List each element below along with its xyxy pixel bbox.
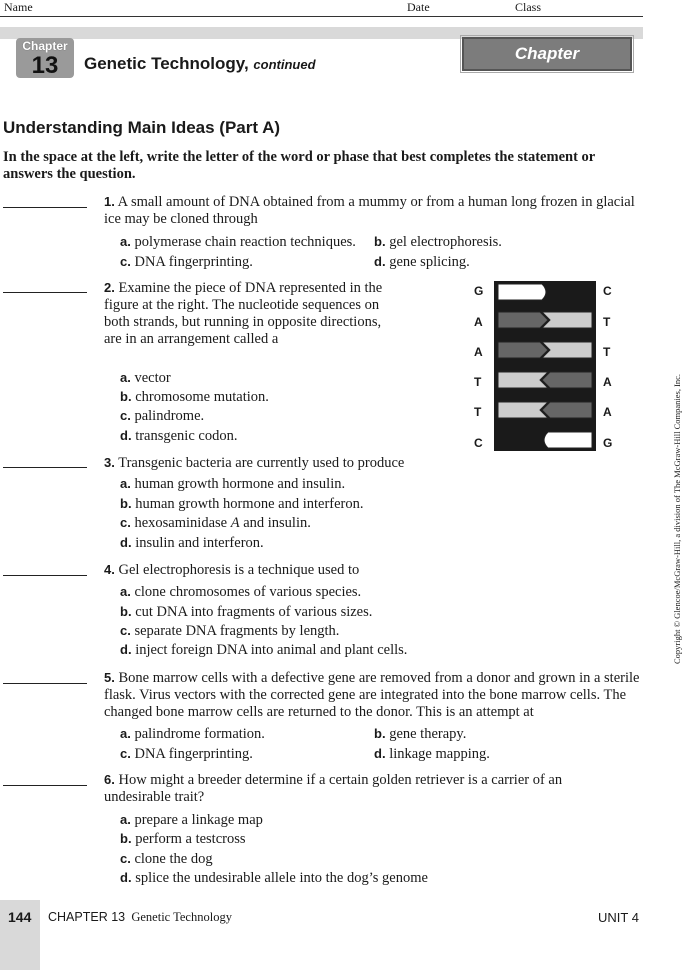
option-letter: c. xyxy=(120,515,131,530)
dna-left-label: G xyxy=(474,284,484,298)
dna-left-label: C xyxy=(474,436,483,450)
base-A xyxy=(498,342,548,358)
question-number: 6. xyxy=(104,772,115,787)
option-letter: b. xyxy=(374,234,386,249)
chapter-number: 13 xyxy=(31,52,59,79)
page-number: 144 xyxy=(8,909,32,925)
name-label: Name xyxy=(4,0,33,14)
question-number: 2. xyxy=(104,280,115,295)
option-letter: d. xyxy=(120,870,132,885)
option xyxy=(120,811,263,829)
dna-figure xyxy=(470,276,630,456)
option xyxy=(120,641,407,659)
option xyxy=(120,388,269,406)
option-text: hexosaminidase xyxy=(134,515,228,531)
option-letter: d. xyxy=(374,746,386,761)
option-letter: a. xyxy=(120,726,131,741)
option-letter: c. xyxy=(120,851,131,866)
option-letter: a. xyxy=(120,584,131,599)
dna-left-label: T xyxy=(474,405,482,419)
question-text: Gel electrophoresis is a technique used to xyxy=(118,562,360,578)
chapter-word: Chapter xyxy=(22,39,68,53)
answer-blank[interactable] xyxy=(3,575,87,576)
option-letter: c. xyxy=(120,408,131,423)
footer-chapter xyxy=(48,910,232,925)
option xyxy=(120,369,171,387)
option-text: vector xyxy=(134,370,171,386)
option xyxy=(120,233,356,251)
instructions: In the space at the left, write the letter of the word or phase that best completes the statement or answers the question. xyxy=(3,149,595,182)
base-G xyxy=(544,432,592,448)
dna-left-label: T xyxy=(474,375,482,389)
base-T xyxy=(498,372,548,388)
question-number: 3. xyxy=(104,455,115,470)
option-letter: b. xyxy=(120,604,132,619)
dna-right-label: T xyxy=(603,315,611,329)
option-text: splice the undesirable allele into the dog’s genome xyxy=(135,870,428,886)
base-T xyxy=(542,312,592,328)
option-letter: b. xyxy=(120,496,132,511)
dna-right-label: A xyxy=(603,375,612,389)
option-letter: b. xyxy=(120,389,132,404)
option-letter: d. xyxy=(120,642,132,657)
option-text: DNA fingerprinting. xyxy=(134,746,253,762)
base-T xyxy=(542,342,592,358)
question-2 xyxy=(104,279,384,348)
question-number: 4. xyxy=(104,562,115,577)
dna-right-label: G xyxy=(603,436,613,450)
option-text: clone chromosomes of various species. xyxy=(134,584,362,600)
question-6 xyxy=(104,771,604,806)
dna-right-label: A xyxy=(603,405,612,419)
option-letter: d. xyxy=(374,254,386,269)
option xyxy=(120,534,264,552)
option-letter: c. xyxy=(120,254,131,269)
question-text: How might a breeder determine if a certain golden retriever is a carrier of an undesirable trait? xyxy=(104,772,563,805)
question-number: 1. xyxy=(104,194,115,209)
option-text: prepare a linkage map xyxy=(134,812,263,828)
option-letter: a. xyxy=(120,476,131,491)
dna-right-label: T xyxy=(603,345,611,359)
question-text: Examine the piece of DNA represented in the figure at the right. The nucleotide sequences on both strands, but running in opposite directions, are in an arrangement called a xyxy=(104,280,383,347)
section-title: Understanding Main Ideas (Part A) xyxy=(3,118,281,137)
option-text: insulin and interferon. xyxy=(135,535,264,551)
footer-unit: UNIT 4 xyxy=(598,910,639,925)
question-5 xyxy=(104,669,644,721)
option-text: human growth hormone and insulin. xyxy=(134,476,346,492)
base-A xyxy=(498,312,548,328)
base-A xyxy=(542,402,592,418)
option-letter: b. xyxy=(374,726,386,741)
option-italic: A xyxy=(230,515,240,531)
option xyxy=(120,725,265,743)
base-A xyxy=(542,372,592,388)
option-text: separate DNA fragments by length. xyxy=(134,623,340,639)
base-T xyxy=(498,402,548,418)
answer-blank[interactable] xyxy=(3,292,87,293)
option-letter: a. xyxy=(120,812,131,827)
option xyxy=(120,495,364,513)
option xyxy=(374,725,466,743)
dna-left-label: A xyxy=(474,315,483,329)
question-4 xyxy=(104,561,644,579)
answer-blank[interactable] xyxy=(3,207,87,208)
option xyxy=(120,407,204,425)
option xyxy=(120,475,345,493)
chapter-assessment-badge: Chapter Assessment xyxy=(462,37,632,71)
chapter-title-text: Genetic Technology, xyxy=(84,54,249,73)
option-text: gel electrophoresis. xyxy=(389,234,502,250)
option-letter: c. xyxy=(120,746,131,761)
answer-blank[interactable] xyxy=(3,785,87,786)
answer-blank[interactable] xyxy=(3,467,87,468)
option-letter: d. xyxy=(120,535,132,550)
copyright-notice: Copyright © Glencoe/McGraw-Hill, a division of The McGraw-Hill Companies, Inc. xyxy=(672,373,682,664)
option-text: gene splicing. xyxy=(389,254,470,270)
option xyxy=(120,869,428,887)
page-number-tab xyxy=(0,900,40,970)
option-text: DNA fingerprinting. xyxy=(134,254,253,270)
option-text: linkage mapping. xyxy=(389,746,490,762)
footer-chapter-label: CHAPTER 13 xyxy=(48,910,126,924)
option-text: clone the dog xyxy=(134,851,213,867)
chapter-continued: continued xyxy=(253,57,316,72)
option-text: transgenic codon. xyxy=(135,428,238,444)
option xyxy=(374,233,502,251)
dna-backbone xyxy=(494,281,596,451)
option-text: polymerase chain reaction techniques. xyxy=(134,234,356,250)
option xyxy=(120,514,311,532)
base-G xyxy=(498,284,546,300)
option-text-rest: and insulin. xyxy=(239,515,311,531)
option-text: gene therapy. xyxy=(389,726,467,742)
footer-topic: Genetic Technology xyxy=(131,910,232,924)
option-letter: a. xyxy=(120,234,131,249)
option xyxy=(374,745,490,763)
question-text: Bone marrow cells with a defective gene are removed from a donor and grown in a sterile flask. Virus vectors with the corrected gene are integrated into the bone marrow cells. The changed bone marrow cells are returned to the donor. This is an attempt at xyxy=(104,670,640,720)
option-text: cut DNA into fragments of various sizes. xyxy=(135,604,373,620)
chapter-title xyxy=(84,54,316,74)
option-text: inject foreign DNA into animal and plant cells. xyxy=(135,642,408,658)
dna-right-label: C xyxy=(603,284,612,298)
option xyxy=(120,427,237,445)
class-label: Class xyxy=(515,0,542,14)
option xyxy=(120,583,361,601)
option-text: perform a testcross xyxy=(135,831,246,847)
question-text: A small amount of DNA obtained from a mummy or from a human long frozen in glacial ice may be cloned through xyxy=(104,194,635,227)
option xyxy=(120,253,253,271)
option xyxy=(120,603,372,621)
option-text: palindrome formation. xyxy=(134,726,265,742)
option-letter: a. xyxy=(120,370,131,385)
question-1 xyxy=(104,193,644,228)
dna-left-label: A xyxy=(474,345,483,359)
option xyxy=(120,850,213,868)
question-3 xyxy=(104,454,644,472)
option xyxy=(374,253,470,271)
question-number: 5. xyxy=(104,670,115,685)
date-label: Date xyxy=(407,0,430,14)
dna-diagram xyxy=(470,276,630,456)
option xyxy=(120,745,253,763)
option-text: palindrome. xyxy=(134,408,205,424)
answer-blank[interactable] xyxy=(3,683,87,684)
question-text: Transgenic bacteria are currently used to produce xyxy=(118,455,405,471)
option-letter: b. xyxy=(120,831,132,846)
option-text: chromosome mutation. xyxy=(135,389,269,405)
option xyxy=(120,622,339,640)
option xyxy=(120,830,246,848)
option-text: human growth hormone and interferon. xyxy=(135,496,364,512)
header-rule xyxy=(0,16,643,17)
option-letter: d. xyxy=(120,428,132,443)
option-letter: c. xyxy=(120,623,131,638)
